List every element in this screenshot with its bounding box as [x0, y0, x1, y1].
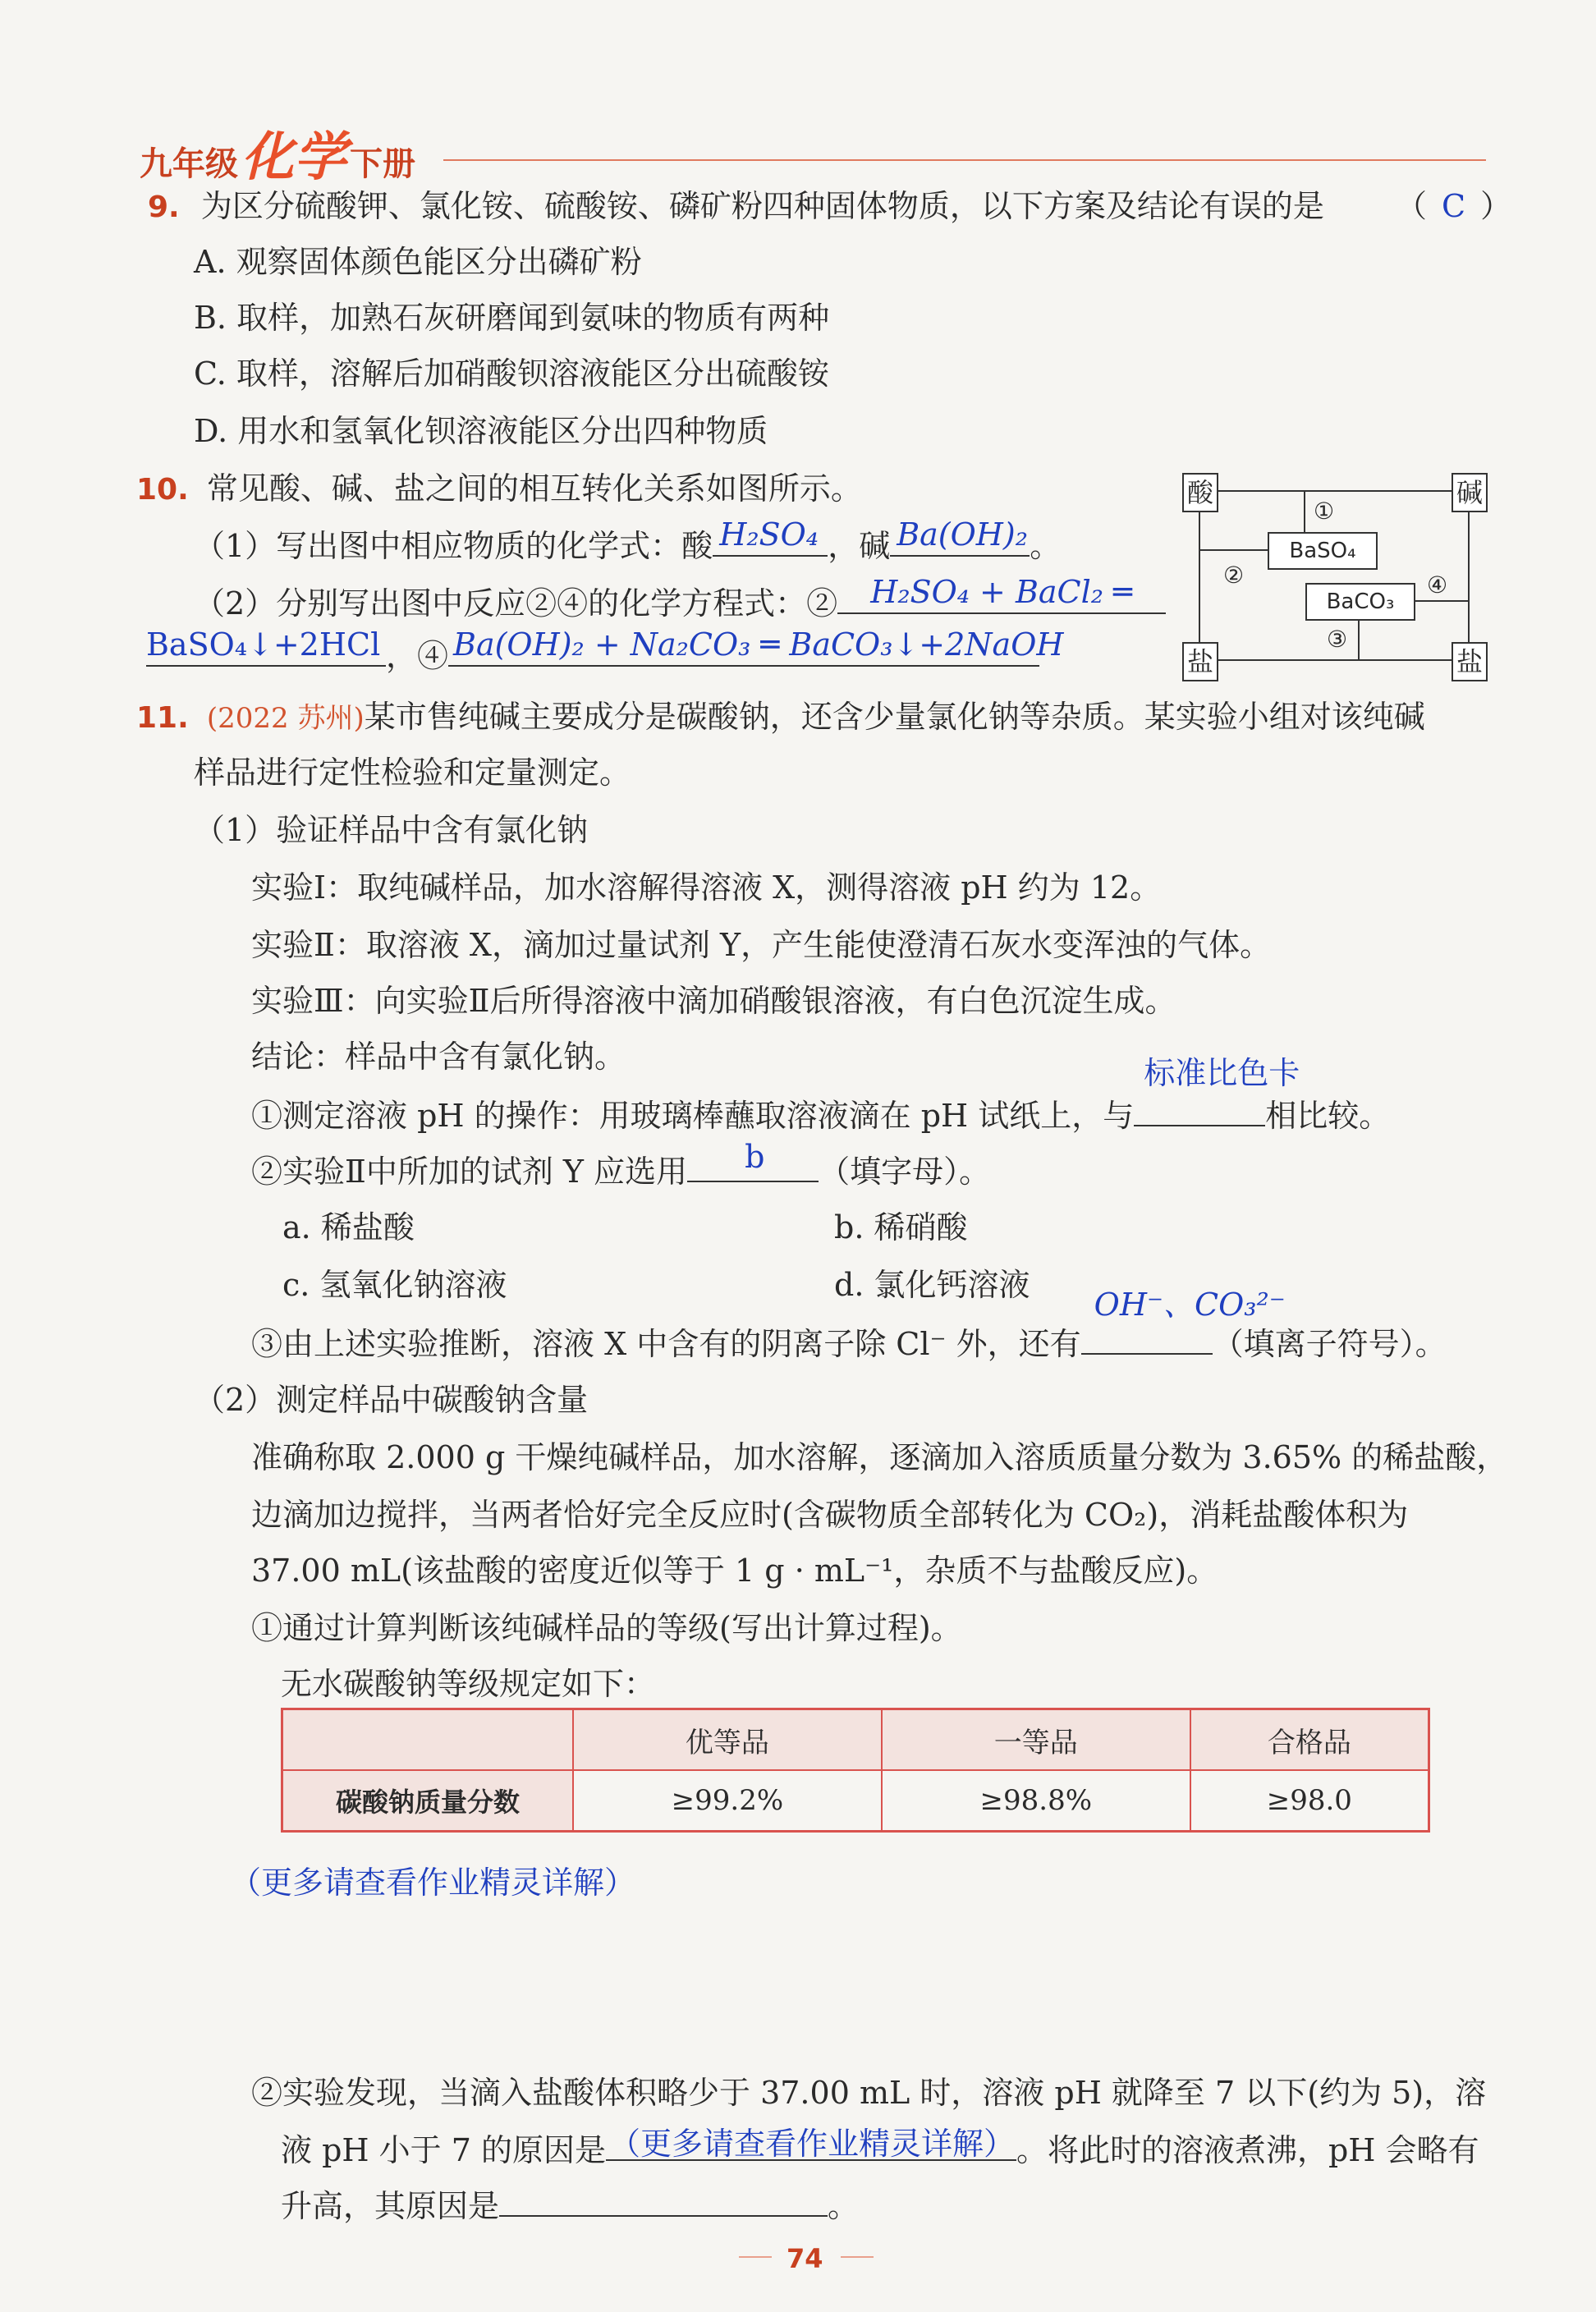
- q10-eq2-answer-a: H₂SO₄ + BaCl₂ ═: [870, 574, 1132, 610]
- q11-s1-blank: [1134, 1055, 1300, 1126]
- diagram-num-3: ③: [1327, 626, 1348, 653]
- q11-sub2: [251, 1139, 991, 1190]
- q10-acid-blank: [713, 516, 828, 557]
- q11-stem-1: 某市售纯碱主要成分是碳酸钠，还含少量氯化钠等杂质。某实验小组对该纯碱: [364, 699, 1425, 735]
- diagram-base: 碱: [1452, 473, 1488, 512]
- q11-choice-d: d. 氯化钙溶液: [834, 1267, 1030, 1303]
- header-volume: 下册: [350, 145, 415, 183]
- q10-p1-prefix: （1）写出图中相应物质的化学式：酸: [194, 528, 713, 564]
- q11-exp3: 实验Ⅲ：向实验Ⅱ后所得溶液中滴加硝酸银溶液，有白色沉淀生成。: [251, 983, 1176, 1019]
- grade-table-corner: [282, 1709, 574, 1771]
- grade-header-qualified: 合格品: [1190, 1709, 1429, 1771]
- q9-option-a: A. 观察固体颜色能区分出磷矿粉: [194, 244, 642, 280]
- q9-paren-close: ）: [1480, 188, 1512, 224]
- q9-stem: 为区分硫酸钾、氯化铵、硫酸铵、磷矿粉四种固体物质，以下方案及结论有误的是: [200, 188, 1324, 224]
- diagram-line-to-baco3: [1414, 600, 1468, 602]
- q10-base-blank: [890, 516, 1030, 557]
- q11-part1-title: （1）验证样品中含有氯化钠: [194, 812, 589, 848]
- grade-header-first: 一等品: [882, 1709, 1190, 1771]
- q9-number: 9.: [148, 190, 180, 224]
- q11-stem-line1: [136, 701, 1425, 733]
- q11-q2-line2: [281, 2126, 1479, 2168]
- q11-s2-prefix: ②实验Ⅱ中所加的试剂 Y 应选用: [251, 1154, 688, 1190]
- header-grade: 九年级: [140, 145, 238, 183]
- diagram-line-right: [1468, 511, 1470, 642]
- q10-eq2-blank-cont: [146, 626, 386, 667]
- q11-s1-suffix: 相比较。: [1265, 1098, 1391, 1134]
- q10-eq2-answer-b: BaSO₄↓+2HCl: [146, 626, 381, 663]
- diagram-salt-right: 盐: [1452, 642, 1488, 681]
- grade-value-first: ≥98.8%: [882, 1770, 1190, 1832]
- q11-source: (2022 苏州): [206, 702, 365, 735]
- q11-p2-line2: 边滴加边搅拌，当两者恰好完全反应时(含碳物质全部转化为 CO₂)，消耗盐酸体积为: [251, 1497, 1409, 1533]
- q10-stem: 常见酸、碱、盐之间的相互转化关系如图所示。: [206, 470, 862, 507]
- q11-exp2: 实验Ⅱ：取溶液 X，滴加过量试剂 Y，产生能使澄清石灰水变浑浊的气体。: [251, 927, 1272, 963]
- q9-paren-open: （: [1396, 188, 1428, 224]
- q10-eq4-answer: Ba(OH)₂ + Na₂CO₃ ═ BaCO₃↓+2NaOH: [453, 626, 1064, 663]
- diagram-line-top: [1217, 490, 1452, 492]
- diagram-line-to-baso4: [1200, 549, 1268, 551]
- diagram-num-2: ②: [1223, 562, 1245, 589]
- q11-q2-line1: ②实验发现，当滴入盐酸体积略少于 37.00 mL 时，溶液 pH 就降至 7 以下(约为 5)，溶: [251, 2075, 1487, 2111]
- q11-q2-l2-suffix: 。将此时的溶液煮沸，pH 会略有: [1016, 2132, 1479, 2168]
- q11-number: 11.: [136, 701, 189, 735]
- q10-diagram: [1182, 465, 1502, 686]
- q11-choice-c: c. 氢氧化钠溶液: [282, 1267, 507, 1303]
- grade-table-header-row: [282, 1709, 1429, 1771]
- q10-base-answer: Ba(OH)₂: [897, 516, 1028, 553]
- q11-p2-line1: 准确称取 2.000 g 干燥纯碱样品，加水溶解，逐滴加入溶质质量分数为 3.65% 的稀盐酸，: [251, 1439, 1508, 1475]
- grade-header-excellent: 优等品: [573, 1709, 882, 1771]
- q10-p1-mid: ，碱: [828, 528, 891, 564]
- q11-conclusion: 结论：样品中含有氯化钠。: [251, 1039, 626, 1075]
- q11-stem-2: 样品进行定性检验和定量测定。: [194, 755, 631, 791]
- q10-eq2-blank: [837, 574, 1166, 614]
- grade-table: [281, 1708, 1430, 1833]
- q11-table-intro: 无水碳酸钠等级规定如下：: [281, 1666, 656, 1702]
- q11-s3-blank: [1081, 1287, 1286, 1355]
- diagram-baso4: BaSO₄: [1268, 532, 1378, 570]
- more-details-link[interactable]: （更多请查看作业精灵详解）: [230, 1865, 636, 1901]
- q9-option-c: C. 取样，溶解后加硝酸钡溶液能区分出硫酸铵: [194, 356, 829, 392]
- q11-exp1: 实验Ⅰ：取纯碱样品，加水溶解得溶液 X，测得溶液 pH 约为 12。: [251, 869, 1162, 906]
- more-details-inline-link[interactable]: （更多请查看作业精灵详解）: [608, 2126, 1015, 2162]
- page-number-dash-right: [841, 2256, 874, 2258]
- diagram-line-up3: [1358, 619, 1360, 659]
- q11-sub3: [251, 1287, 1447, 1362]
- q11-s2-answer: b: [745, 1139, 765, 1175]
- q11-q2-l3-prefix: 升高，其原因是: [281, 2188, 500, 2224]
- q11-s2-suffix: （填字母）。: [819, 1154, 991, 1190]
- q11-q2-l3-suffix: 。: [828, 2188, 860, 2224]
- q11-q2-l2-prefix: 液 pH 小于 7 的原因是: [281, 2132, 606, 2168]
- q11-s1-answer: 标准比色卡: [1144, 1055, 1300, 1091]
- q10-p2-prefix: （2）分别写出图中反应②④的化学方程式：②: [194, 585, 838, 622]
- q10-acid-answer: H₂SO₄: [719, 516, 819, 553]
- q10-p2-sep: ，④: [386, 638, 449, 674]
- grade-table-row: [282, 1770, 1429, 1832]
- q11-choice-b: b. 稀硝酸: [834, 1209, 968, 1245]
- q10-stem-line: [136, 470, 862, 507]
- q11-choice-a: a. 稀盐酸: [282, 1209, 415, 1245]
- page-number-dash-left: [739, 2256, 772, 2258]
- diagram-acid: 酸: [1182, 473, 1218, 512]
- q9-answer-bracket: [1396, 190, 1511, 222]
- q11-s3-answer: OH⁻、CO₃²⁻: [1094, 1287, 1286, 1323]
- q11-q2-line3: [281, 2189, 859, 2222]
- diagram-line-left: [1199, 511, 1200, 642]
- q11-q2-blank2: [499, 2189, 828, 2217]
- q11-s2-blank: [687, 1139, 819, 1182]
- q10-p1-end: 。: [1030, 528, 1062, 564]
- grade-row-label: 碳酸钠质量分数: [282, 1770, 574, 1832]
- diagram-line-bottom: [1217, 659, 1452, 661]
- grade-value-qualified: ≥98.0: [1190, 1770, 1429, 1832]
- diagram-num-4: ④: [1427, 571, 1448, 599]
- q10-part2-cont: [146, 626, 1064, 674]
- q11-p2-line3: 37.00 mL(该盐酸的密度近似等于 1 g · mL⁻¹，杂质不与盐酸反应)。: [251, 1553, 1218, 1589]
- page-number: 74: [787, 2243, 823, 2274]
- q10-number: 10.: [136, 473, 189, 507]
- q11-s3-suffix: （填离子符号）。: [1212, 1326, 1447, 1362]
- header-rule: [443, 159, 1486, 161]
- diagram-baco3: BaCO₃: [1305, 583, 1415, 621]
- q11-q2-blank1: [606, 2126, 1016, 2162]
- q11-s1-prefix: ①测定溶液 pH 的操作：用玻璃棒蘸取溶液滴在 pH 试纸上，与: [251, 1098, 1135, 1134]
- q11-calc-question: ①通过计算判断该纯碱样品的等级(写出计算过程)。: [251, 1610, 962, 1646]
- q10-part1: [194, 516, 1062, 564]
- page-header: [140, 115, 415, 190]
- q11-s3-prefix: ③由上述实验推断，溶液 X 中含有的阴离子除 Cl⁻ 外，还有: [251, 1326, 1081, 1362]
- q9-answer: C: [1442, 188, 1466, 224]
- diagram-num-1: ①: [1314, 498, 1335, 525]
- diagram-line-down1: [1304, 492, 1305, 532]
- q9-option-d: D. 用水和氢氧化钡溶液能区分出四种物质: [194, 413, 768, 449]
- diagram-salt-left: 盐: [1182, 642, 1218, 681]
- grade-value-excellent: ≥99.2%: [573, 1770, 882, 1832]
- q9-option-b: B. 取样，加熟石灰研磨闻到氨味的物质有两种: [194, 300, 830, 336]
- header-subject: 化学: [241, 127, 346, 188]
- q10-eq4-blank: [448, 626, 1064, 667]
- q11-part2-title: （2）测定样品中碳酸钠含量: [194, 1382, 589, 1418]
- q9-stem-line: [148, 190, 1324, 222]
- q10-part2: [194, 574, 1166, 622]
